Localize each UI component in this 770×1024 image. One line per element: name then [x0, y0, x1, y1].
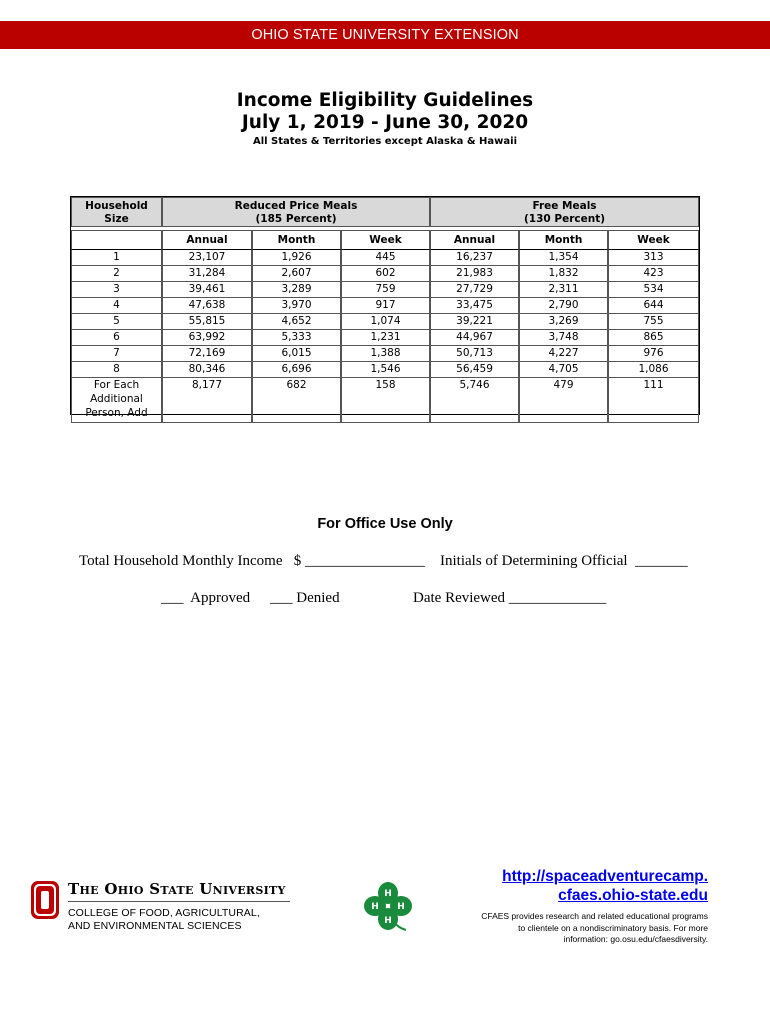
household-size-cell: 5 — [71, 314, 162, 330]
four-h-clover-icon — [362, 880, 414, 932]
blank-sub-header — [71, 230, 162, 250]
table-cell: 479 — [519, 378, 608, 423]
table-cell: 21,983 — [430, 266, 519, 282]
table-cell: 4,227 — [519, 346, 608, 362]
table-cell: 534 — [608, 282, 699, 298]
table-cell: 1,074 — [341, 314, 430, 330]
household-size-cell: 2 — [71, 266, 162, 282]
table-cell: 47,638 — [162, 298, 252, 314]
denied-checkbox-line[interactable]: ___ Denied — [270, 590, 340, 606]
table-cell: 6,696 — [252, 362, 341, 378]
sub-header-cell: Week — [341, 230, 430, 250]
svg-text:H: H — [384, 889, 392, 899]
table-cell: 423 — [608, 266, 699, 282]
table-cell: 44,967 — [430, 330, 519, 346]
table-cell: 3,970 — [252, 298, 341, 314]
svg-text:H: H — [371, 902, 379, 912]
sub-header-cell: Month — [519, 230, 608, 250]
table-row — [71, 250, 699, 266]
table-cell: 16,237 — [430, 250, 519, 266]
table-cell: 80,346 — [162, 362, 252, 378]
table-cell: 2,790 — [519, 298, 608, 314]
extension-banner: OHIO STATE UNIVERSITY EXTENSION — [0, 21, 770, 49]
table-cell: 72,169 — [162, 346, 252, 362]
table-cell: 1,231 — [341, 330, 430, 346]
table-cell: 1,086 — [608, 362, 699, 378]
table-cell: 4,652 — [252, 314, 341, 330]
table-cell: 755 — [608, 314, 699, 330]
table-row — [71, 298, 699, 314]
table-cell: 1,546 — [341, 362, 430, 378]
subtitle: All States & Territories except Alaska & Hawaii — [252, 136, 518, 147]
additional-person-row — [71, 378, 699, 423]
sub-header-cell: Annual — [162, 230, 252, 250]
table-cell: 50,713 — [430, 346, 519, 362]
table-cell: 3,748 — [519, 330, 608, 346]
approved-checkbox-line[interactable]: ___ Approved — [161, 590, 251, 606]
table-cell: 759 — [341, 282, 430, 298]
table-cell: 27,729 — [430, 282, 519, 298]
total-income-field[interactable]: Total Household Monthly Income $ ________________ — [79, 553, 426, 569]
office-use-heading: For Office Use Only — [317, 516, 453, 532]
table-cell: 33,475 — [430, 298, 519, 314]
household-size-cell: 3 — [71, 282, 162, 298]
table-row — [71, 266, 699, 282]
table-cell: 4,705 — [519, 362, 608, 378]
household-size-cell: 8 — [71, 362, 162, 378]
table-cell: 976 — [608, 346, 699, 362]
free-meals-header: Free Meals (130 Percent) — [430, 197, 699, 227]
table-cell: 2,311 — [519, 282, 608, 298]
nondiscrimination-statement: CFAES provides research and related educational programs to clientele on a nondiscriminatory basis. For more information: go.osu.edu/cfaesdiversity. — [481, 911, 708, 944]
wordmark-divider — [68, 901, 290, 902]
table-cell: 55,815 — [162, 314, 252, 330]
sub-header-cell: Annual — [430, 230, 519, 250]
table-cell: 2,607 — [252, 266, 341, 282]
table-cell: 5,746 — [430, 378, 519, 423]
table-cell: 682 — [252, 378, 341, 423]
table-cell: 602 — [341, 266, 430, 282]
income-guidelines-table — [70, 196, 700, 419]
table-cell: 1,388 — [341, 346, 430, 362]
svg-text:H: H — [397, 902, 405, 912]
sub-header-row — [71, 230, 699, 250]
table-cell: 445 — [341, 250, 430, 266]
table-cell: 63,992 — [162, 330, 252, 346]
table-cell: 313 — [608, 250, 699, 266]
date-reviewed-field[interactable]: Date Reviewed _____________ — [413, 590, 607, 606]
svg-text:H: H — [384, 916, 392, 926]
block-o-logo-icon — [30, 880, 60, 920]
date-range-title: July 1, 2019 - June 30, 2020 — [241, 112, 529, 133]
household-size-cell: 7 — [71, 346, 162, 362]
household-size-cell: 1 — [71, 250, 162, 266]
osu-wordmark: The Ohio State University — [68, 880, 286, 898]
sub-header-cell: Month — [252, 230, 341, 250]
table-cell: 917 — [341, 298, 430, 314]
camp-website-link[interactable]: http://spaceadventurecamp. cfaes.ohio-state.edu — [502, 868, 708, 904]
additional-person-label: For Each Additional Person, Add — [71, 378, 162, 423]
table-cell: 8,177 — [162, 378, 252, 423]
table-row — [71, 346, 699, 362]
table-row — [71, 362, 699, 378]
table-cell: 865 — [608, 330, 699, 346]
initials-field[interactable]: Initials of Determining Official _______ — [440, 553, 688, 569]
table-cell: 644 — [608, 298, 699, 314]
table-cell: 111 — [608, 378, 699, 423]
table-cell: 56,459 — [430, 362, 519, 378]
table-cell: 1,832 — [519, 266, 608, 282]
table-cell: 3,289 — [252, 282, 341, 298]
table-cell: 5,333 — [252, 330, 341, 346]
reduced-price-header: Reduced Price Meals (185 Percent) — [162, 197, 430, 227]
table-row — [71, 282, 699, 298]
table-cell: 6,015 — [252, 346, 341, 362]
table-cell: 23,107 — [162, 250, 252, 266]
sub-header-cell: Week — [608, 230, 699, 250]
table-cell: 39,461 — [162, 282, 252, 298]
college-name: COLLEGE OF FOOD, AGRICULTURAL, AND ENVIRONMENTAL SCIENCES — [68, 907, 260, 932]
table-cell: 158 — [341, 378, 430, 423]
household-size-cell: 6 — [71, 330, 162, 346]
page-title: Income Eligibility Guidelines — [236, 90, 534, 111]
table-cell: 39,221 — [430, 314, 519, 330]
table-row — [71, 314, 699, 330]
table-cell: 31,284 — [162, 266, 252, 282]
table-cell: 3,269 — [519, 314, 608, 330]
household-size-header: Household Size — [71, 197, 162, 227]
household-size-cell: 4 — [71, 298, 162, 314]
table-cell: 1,354 — [519, 250, 608, 266]
table-cell: 1,926 — [252, 250, 341, 266]
table-row — [71, 330, 699, 346]
